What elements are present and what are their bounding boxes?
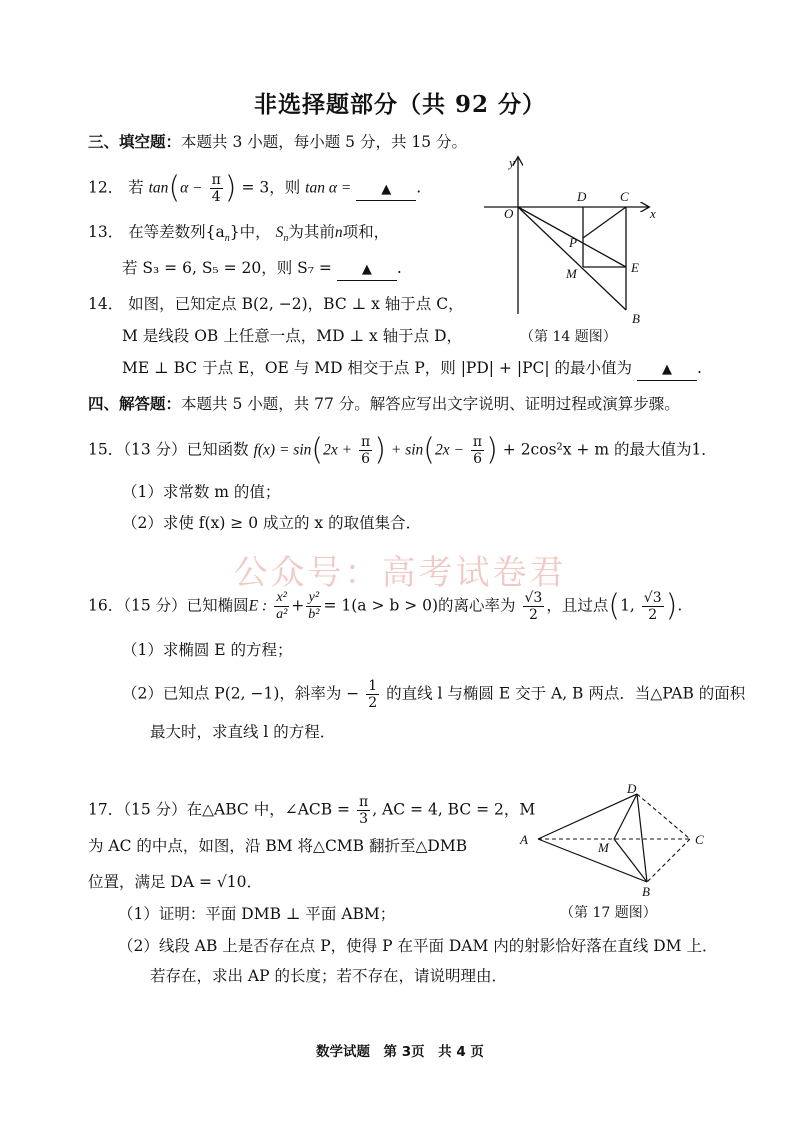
label-b: B <box>642 884 650 899</box>
frac-den: b² <box>308 607 320 622</box>
segment-pc <box>583 207 626 238</box>
q15-plus-sin: + sin <box>390 441 424 459</box>
q16-plus: + <box>291 596 305 615</box>
q14-caption: （第 14 题图） <box>520 329 617 345</box>
section4-desc: 本题共 5 小题，共 77 分。解答应写出文字说明、证明过程或演算步骤。 <box>181 395 680 413</box>
q17-part2: （2）线段 AB 上是否存在点 P，使得 P 在平面 DAM 内的射影恰好落在直线 DM 上． <box>118 937 718 955</box>
frac-num: π <box>361 434 371 450</box>
q14-line1: 如图，已知定点 B(2, −2)，BC ⊥ x 轴于点 C， <box>128 295 464 313</box>
paren-left: ( <box>423 432 436 468</box>
paren-right: ) <box>665 588 678 624</box>
frac-den: a² <box>276 607 288 622</box>
q16-frac-pt <box>642 590 664 623</box>
label-d: D <box>627 782 637 796</box>
q12-text: 若 <box>128 178 144 197</box>
section4-heading: 四、解答题： <box>88 394 182 413</box>
edge-ad <box>538 794 637 839</box>
label-m: M <box>598 840 609 855</box>
q13-number: 13． <box>88 223 124 241</box>
question-13-line2 <box>122 258 402 281</box>
q13-sn: S <box>275 224 284 241</box>
frac-num: √3 <box>524 590 543 606</box>
q14-number: 14． <box>88 295 124 313</box>
q12-answer-blank[interactable]: ▲ <box>356 180 416 201</box>
q15-fx: f(x) = sin <box>253 441 312 459</box>
q13-end: . <box>396 259 402 277</box>
question-17 <box>88 794 535 827</box>
edge-cb-dashed <box>647 839 690 882</box>
frac-den: 2 <box>528 607 538 623</box>
question-15 <box>88 434 717 467</box>
q12-tan-alpha: tan α = <box>305 179 352 197</box>
q13-sub: n <box>224 233 230 245</box>
q14-end: . <box>696 359 702 377</box>
q16-frac-ecc <box>523 590 545 623</box>
q17-part2-cont: 若存在，求出 AP 的长度；若不存在，请说明理由． <box>150 967 507 985</box>
paren-right: ) <box>486 432 498 468</box>
q16-part2-cont: 最大时，求直线 l 的方程． <box>150 723 336 741</box>
q14-answer-blank[interactable]: ▲ <box>637 360 697 381</box>
label-d: D <box>577 189 587 204</box>
q13-text-b: }中， <box>229 223 271 241</box>
q17-line3: 位置，满足 DA = √10． <box>88 873 262 891</box>
q12-fraction <box>210 172 223 205</box>
q17-frac <box>357 794 370 827</box>
question-16 <box>88 590 682 623</box>
frac-num: y² <box>306 590 321 607</box>
q17-part1: （1）证明：平面 DMB ⊥ 平面 ABM； <box>118 905 396 923</box>
page-title: 非选择题部分（共 92 分） <box>253 91 547 118</box>
label-x: x <box>650 206 656 221</box>
q17-figure <box>510 782 715 900</box>
q12-end: . <box>416 178 422 197</box>
q13-n: n <box>334 224 343 241</box>
frac-den: 2 <box>648 607 658 623</box>
q13-answer-blank[interactable]: ▲ <box>337 260 397 281</box>
edge-md <box>614 794 637 839</box>
q15-tail: + 2cos²x + m 的最大值为1． <box>502 440 717 459</box>
q17-line2: 为 AC 的中点，如图，沿 BM 将△CMB 翻折至△DMB <box>88 837 468 855</box>
q14-line3: ME ⊥ BC 于点 E，OE 与 MD 相交于点 P，则 |PD| + |PC| 的最小值为 <box>122 359 633 377</box>
q16-number: 16．（15 分）已知椭圆 <box>88 596 249 615</box>
q13-text-c: 为其前 <box>288 223 335 241</box>
q16-e: E : <box>248 597 268 615</box>
q15-frac1 <box>359 434 372 467</box>
edge-db <box>637 794 647 882</box>
q14-line2: M 是线段 OB 上任意一点，MD ⊥ x 轴于点 D， <box>122 327 463 345</box>
label-m: M <box>566 266 577 281</box>
q16-p2b: 的直线 l 与椭圆 E 交于 A, B 两点．当△PAB 的面积 <box>386 684 746 703</box>
q17-caption: （第 17 题图） <box>560 905 657 921</box>
question-12 <box>88 172 421 205</box>
q12-number: 12． <box>88 178 124 197</box>
frac-num: x² <box>274 590 289 607</box>
label-y: y <box>509 155 515 170</box>
q16-p2a: （2）已知点 P(2, −1)，斜率为 − <box>122 684 360 703</box>
q15-number: 15．（13 分）已知函数 <box>88 440 249 459</box>
page-footer: 数学试题 第 3页 共 4 页 <box>316 1044 484 1060</box>
label-e: E <box>631 260 639 275</box>
q17-line1b: , AC = 4, BC = 2，M <box>372 800 536 819</box>
edge-dc-dashed <box>637 794 690 839</box>
q16-frac-x <box>274 590 289 623</box>
paren-left: ( <box>608 588 621 624</box>
q14-line2-wrap <box>122 326 462 346</box>
label-b: B <box>632 311 640 326</box>
frac-den: 2 <box>368 695 378 711</box>
paren-right: ) <box>224 170 237 206</box>
q13-condition: 若 S₃ = 6, S₅ = 20，则 S₇ = <box>122 259 332 277</box>
label-c: C <box>695 832 704 847</box>
q15-arg2: 2x − <box>435 441 464 459</box>
paren-right: ) <box>374 432 386 468</box>
q13-text-d: 项和， <box>342 223 390 241</box>
label-a: A <box>520 832 528 847</box>
paren-left: ( <box>311 432 324 468</box>
q16-part2 <box>122 678 745 711</box>
q16-end: . <box>677 596 683 615</box>
q12-eq: = 3，则 <box>241 178 301 197</box>
section4-header <box>88 394 680 414</box>
q16-part1: （1）求椭圆 E 的方程； <box>122 641 293 659</box>
q16-frac-y <box>306 590 321 623</box>
q17-number: 17．（15 分）在△ABC 中，∠ACB = <box>88 800 351 819</box>
frac-num: π <box>472 434 483 450</box>
frac-den: 3 <box>359 811 369 827</box>
q13-sn-sub: n <box>283 233 289 245</box>
label-c: C <box>620 189 629 204</box>
question-13 <box>88 222 389 249</box>
q12-tan: tan <box>148 179 169 197</box>
frac-num: π <box>359 794 369 810</box>
q14-line3-wrap <box>122 358 702 381</box>
q13-text-a: 在等差数列{a <box>128 223 225 241</box>
q15-frac2 <box>471 434 484 467</box>
frac-den: 6 <box>473 451 482 467</box>
section3-header <box>88 132 467 152</box>
q14-figure <box>480 152 670 327</box>
q16-eq: = 1(a > b > 0)的离心率为 <box>323 596 516 615</box>
frac-den: 4 <box>211 189 221 205</box>
frac-num: 1 <box>368 678 378 694</box>
q16-frac-slope <box>366 678 379 711</box>
q15-part2: （2）求使 f(x) ≥ 0 成立的 x 的取值集合． <box>122 514 422 532</box>
section3-heading: 三、填空题： <box>88 132 182 151</box>
q16-mid: ，且过点 <box>546 596 609 615</box>
paren-left: ( <box>168 170 181 206</box>
question-14 <box>88 294 464 314</box>
label-o: O <box>504 206 514 221</box>
label-p: P <box>569 235 577 250</box>
q12-alpha: α − <box>180 179 203 197</box>
section3-desc: 本题共 3 小题，每小题 5 分，共 15 分。 <box>181 133 468 151</box>
q15-part1: （1）求常数 m 的值； <box>122 483 281 501</box>
frac-num: √3 <box>643 590 662 606</box>
q16-pt: 1, <box>620 596 635 615</box>
frac-num: π <box>211 172 221 188</box>
q15-arg1: 2x + <box>323 441 353 459</box>
frac-den: 6 <box>361 451 371 467</box>
watermark: 公众号：高考试卷君 <box>233 553 567 593</box>
